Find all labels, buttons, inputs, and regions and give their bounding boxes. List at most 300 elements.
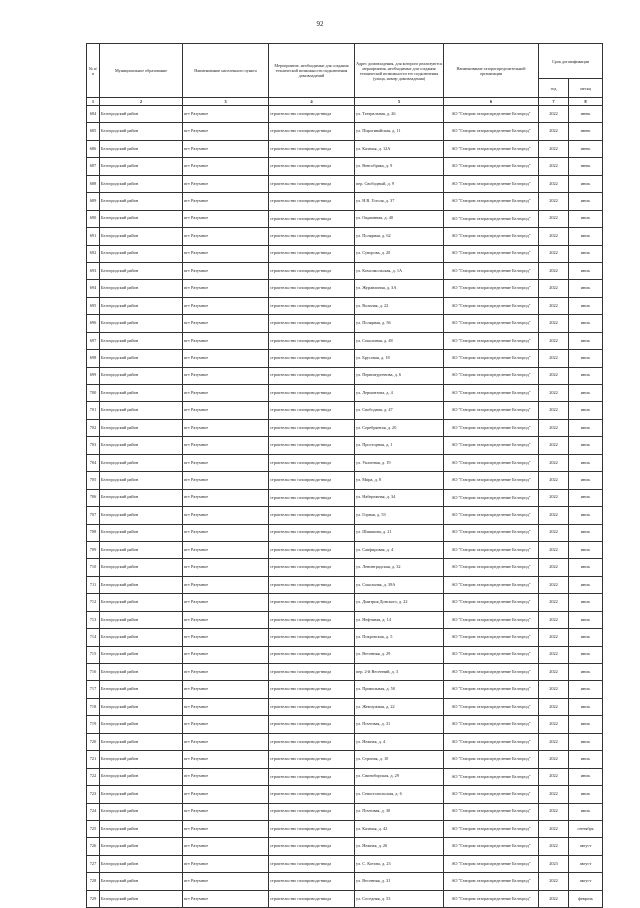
- cell-municipality: Белгородский район: [100, 524, 183, 541]
- cell-municipality: Белгородский район: [100, 507, 183, 524]
- cell-municipality: Белгородский район: [100, 419, 183, 436]
- cell-organization: АО "Газпром газораспределение Белгород": [444, 106, 539, 123]
- cell-settlement: пгт Разумное: [183, 733, 269, 750]
- cell-measure: строительство газопровода-ввода: [269, 803, 355, 820]
- cell-organization: АО "Газпром газораспределение Белгород": [444, 716, 539, 733]
- cell-address: ул. Привольная, д. 50: [355, 681, 444, 698]
- cell-measure: строительство газопровода-ввода: [269, 629, 355, 646]
- cell-number: 714: [87, 629, 100, 646]
- cell-settlement: пгт Разумное: [183, 629, 269, 646]
- cell-municipality: Белгородский район: [100, 890, 183, 907]
- cell-measure: строительство газопровода-ввода: [269, 228, 355, 245]
- table-row: [87, 524, 603, 541]
- cell-organization: АО "Газпром газораспределение Белгород": [444, 786, 539, 803]
- cell-month: июль: [569, 489, 603, 506]
- table-row: [87, 541, 603, 558]
- cell-settlement: пгт Разумное: [183, 106, 269, 123]
- cell-settlement: пгт Разумное: [183, 385, 269, 402]
- cell-settlement: пгт Разумное: [183, 838, 269, 855]
- cell-month: июль: [569, 541, 603, 558]
- cell-address: ул. Серебрянтая, д. 20: [355, 419, 444, 436]
- cell-number: 690: [87, 210, 100, 227]
- cell-municipality: Белгородский район: [100, 664, 183, 681]
- cell-year: 2022: [539, 820, 569, 837]
- cell-month: июль: [569, 350, 603, 367]
- cell-address: ул. Окраинная, д. 40: [355, 210, 444, 227]
- cell-settlement: пгт Разумное: [183, 524, 269, 541]
- cell-municipality: Белгородский район: [100, 611, 183, 628]
- cell-month: июль: [569, 454, 603, 471]
- cell-measure: строительство газопровода-ввода: [269, 507, 355, 524]
- cell-month: июль: [569, 402, 603, 419]
- cell-organization: АО "Газпром газораспределение Белгород": [444, 140, 539, 157]
- cell-organization: АО "Газпром газораспределение Белгород": [444, 524, 539, 541]
- cell-settlement: пгт Разумное: [183, 716, 269, 733]
- page-number: 92: [316, 20, 324, 28]
- table-row: [87, 489, 603, 506]
- cell-address: ул. Соседняя, д. 53: [355, 890, 444, 907]
- cell-address: ул. Лермонтова, д. 4: [355, 385, 444, 402]
- cell-organization: АО "Газпром газораспределение Белгород": [444, 193, 539, 210]
- table-row: [87, 646, 603, 663]
- cell-address: ул. Соколиная, д. 48: [355, 332, 444, 349]
- cell-organization: АО "Газпром газораспределение Белгород": [444, 873, 539, 890]
- cell-year: 2022: [539, 245, 569, 262]
- cell-month: июль: [569, 733, 603, 750]
- cell-organization: АО "Газпром газораспределение Белгород": [444, 350, 539, 367]
- cell-settlement: пгт Разумное: [183, 576, 269, 593]
- cell-year: 2022: [539, 123, 569, 140]
- cell-settlement: пгт Разумное: [183, 297, 269, 314]
- cell-year: 2022: [539, 175, 569, 192]
- cell-municipality: Белгородский район: [100, 698, 183, 715]
- table-row: [87, 402, 603, 419]
- cell-year: 2022: [539, 733, 569, 750]
- cell-month: июль: [569, 262, 603, 279]
- cell-measure: строительство газопровода-ввода: [269, 262, 355, 279]
- cell-address: ул. Строная, д. 10: [355, 751, 444, 768]
- cell-organization: АО "Газпром газораспределение Белгород": [444, 454, 539, 471]
- cell-year: 2022: [539, 332, 569, 349]
- cell-address: ул. Журавлиная, д. 3А: [355, 280, 444, 297]
- cell-measure: строительство газопровода-ввода: [269, 733, 355, 750]
- table-row: [87, 611, 603, 628]
- cell-address: ул. Уклонная, д. 19: [355, 454, 444, 471]
- cell-address: ул. Сапфировая, д. 4: [355, 541, 444, 558]
- cell-month: август: [569, 855, 603, 872]
- table-row: [87, 437, 603, 454]
- cell-organization: АО "Газпром газораспределение Белгород": [444, 158, 539, 175]
- cell-year: 2022: [539, 106, 569, 123]
- cell-settlement: пгт Разумное: [183, 472, 269, 489]
- header-settlement: Наименование населенного пункта: [183, 44, 269, 98]
- header-deadline: Срок догазификации: [539, 44, 603, 79]
- cell-municipality: Белгородский район: [100, 297, 183, 314]
- cell-organization: АО "Газпром газораспределение Белгород": [444, 297, 539, 314]
- cell-month: июль: [569, 768, 603, 785]
- cell-year: 2022: [539, 629, 569, 646]
- cell-address: ул. Сокольная, д. 39А: [355, 576, 444, 593]
- cell-month: июль: [569, 698, 603, 715]
- cell-municipality: Белгородский район: [100, 646, 183, 663]
- header-municipality: Муниципальное образование: [100, 44, 183, 98]
- cell-address: ул. Покровская, д. 5: [355, 629, 444, 646]
- cell-organization: АО "Газпром газораспределение Белгород": [444, 419, 539, 436]
- cell-organization: АО "Газпром газораспределение Белгород": [444, 489, 539, 506]
- header-year: год: [539, 79, 569, 98]
- cell-number: 726: [87, 838, 100, 855]
- table-row: [87, 367, 603, 384]
- cell-address: ул. Свиноборская, д. 29: [355, 768, 444, 785]
- cell-organization: АО "Газпром газораспределение Белгород": [444, 820, 539, 837]
- cell-year: 2022: [539, 454, 569, 471]
- cell-measure: строительство газопровода-ввода: [269, 576, 355, 593]
- cell-year: 2022: [539, 419, 569, 436]
- cell-measure: строительство газопровода-ввода: [269, 664, 355, 681]
- cell-number: 727: [87, 855, 100, 872]
- table-row: [87, 106, 603, 123]
- cell-month: июль: [569, 419, 603, 436]
- cell-address: ул. Ленинградская, д. 32: [355, 559, 444, 576]
- cell-measure: строительство газопровода-ввода: [269, 786, 355, 803]
- column-number: 6: [444, 98, 539, 106]
- column-number: 7: [539, 98, 569, 106]
- cell-address: ул. Весенняя, д. 31: [355, 873, 444, 890]
- cell-measure: строительство газопровода-ввода: [269, 315, 355, 332]
- cell-municipality: Белгородский район: [100, 733, 183, 750]
- cell-municipality: Белгородский район: [100, 228, 183, 245]
- cell-month: июль: [569, 210, 603, 227]
- cell-measure: строительство газопровода-ввода: [269, 472, 355, 489]
- cell-year: 2022: [539, 541, 569, 558]
- table-row: [87, 681, 603, 698]
- cell-organization: АО "Газпром газораспределение Белгород": [444, 664, 539, 681]
- cell-municipality: Белгородский район: [100, 106, 183, 123]
- table-row: [87, 855, 603, 872]
- cell-municipality: Белгородский район: [100, 681, 183, 698]
- column-number: 8: [569, 98, 603, 106]
- cell-settlement: пгт Разумное: [183, 350, 269, 367]
- table-row: [87, 123, 603, 140]
- table-row: [87, 332, 603, 349]
- cell-municipality: Белгородский район: [100, 140, 183, 157]
- cell-measure: строительство газопровода-ввода: [269, 489, 355, 506]
- cell-year: 2022: [539, 838, 569, 855]
- column-number-row: [87, 98, 603, 106]
- cell-settlement: пгт Разумное: [183, 315, 269, 332]
- cell-measure: строительство газопровода-ввода: [269, 332, 355, 349]
- table-row: [87, 838, 603, 855]
- cell-number: 706: [87, 489, 100, 506]
- cell-measure: строительство газопровода-ввода: [269, 820, 355, 837]
- cell-number: 712: [87, 594, 100, 611]
- cell-municipality: Белгородский район: [100, 855, 183, 872]
- cell-number: 695: [87, 297, 100, 314]
- cell-measure: строительство газопровода-ввода: [269, 454, 355, 471]
- cell-number: 723: [87, 786, 100, 803]
- cell-settlement: пгт Разумное: [183, 611, 269, 628]
- cell-municipality: Белгородский район: [100, 629, 183, 646]
- cell-municipality: Белгородский район: [100, 437, 183, 454]
- table-row: [87, 890, 603, 907]
- table-row: [87, 472, 603, 489]
- table-row: [87, 594, 603, 611]
- cell-measure: строительство газопровода-ввода: [269, 873, 355, 890]
- cell-address: ул. Первомургенова, д. 6: [355, 367, 444, 384]
- cell-year: 2022: [539, 350, 569, 367]
- cell-settlement: пгт Разумное: [183, 890, 269, 907]
- cell-measure: строительство газопровода-ввода: [269, 193, 355, 210]
- cell-number: 687: [87, 158, 100, 175]
- cell-number: 702: [87, 419, 100, 436]
- cell-organization: АО "Газпром газораспределение Белгород": [444, 437, 539, 454]
- cell-month: июль: [569, 472, 603, 489]
- cell-settlement: пгт Разумное: [183, 541, 269, 558]
- cell-settlement: пгт Разумное: [183, 175, 269, 192]
- cell-organization: АО "Газпром газораспределение Белгород": [444, 507, 539, 524]
- cell-municipality: Белгородский район: [100, 402, 183, 419]
- cell-address: ул. Пирогивайская, д. 11: [355, 123, 444, 140]
- cell-number: 709: [87, 541, 100, 558]
- cell-municipality: Белгородский район: [100, 332, 183, 349]
- table-row: [87, 733, 603, 750]
- cell-year: 2022: [539, 402, 569, 419]
- cell-year: 2022: [539, 576, 569, 593]
- cell-year: 2022: [539, 698, 569, 715]
- column-number: 3: [183, 98, 269, 106]
- cell-organization: АО "Газпром газораспределение Белгород": [444, 768, 539, 785]
- cell-measure: строительство газопровода-ввода: [269, 594, 355, 611]
- cell-month: июль: [569, 507, 603, 524]
- cell-year: 2022: [539, 228, 569, 245]
- cell-year: 2022: [539, 367, 569, 384]
- cell-measure: строительство газопровода-ввода: [269, 106, 355, 123]
- column-number: 5: [355, 98, 444, 106]
- cell-address: ул. Свободная, д. 47: [355, 402, 444, 419]
- cell-number: 694: [87, 280, 100, 297]
- cell-organization: АО "Газпром газораспределение Белгород": [444, 803, 539, 820]
- cell-organization: АО "Газпром газораспределение Белгород": [444, 245, 539, 262]
- cell-number: 719: [87, 716, 100, 733]
- cell-month: июль: [569, 664, 603, 681]
- cell-month: июль: [569, 594, 603, 611]
- cell-settlement: пгт Разумное: [183, 402, 269, 419]
- cell-measure: строительство газопровода-ввода: [269, 437, 355, 454]
- cell-measure: строительство газопровода-ввода: [269, 367, 355, 384]
- header-num: № п/п: [87, 44, 100, 98]
- cell-organization: АО "Газпром газораспределение Белгород": [444, 402, 539, 419]
- table-row: [87, 751, 603, 768]
- cell-number: 686: [87, 140, 100, 157]
- table-row: [87, 576, 603, 593]
- cell-number: 711: [87, 576, 100, 593]
- cell-number: 708: [87, 524, 100, 541]
- cell-address: ул. Нежная, д. 4: [355, 733, 444, 750]
- cell-year: 2022: [539, 559, 569, 576]
- cell-month: июль: [569, 559, 603, 576]
- cell-month: июль: [569, 803, 603, 820]
- cell-number: 684: [87, 106, 100, 123]
- cell-number: 691: [87, 228, 100, 245]
- cell-year: 2022: [539, 873, 569, 890]
- cell-settlement: пгт Разумное: [183, 664, 269, 681]
- cell-settlement: пгт Разумное: [183, 123, 269, 140]
- cell-settlement: пгт Разумное: [183, 262, 269, 279]
- cell-measure: строительство газопровода-ввода: [269, 768, 355, 785]
- cell-municipality: Белгородский район: [100, 559, 183, 576]
- cell-year: 2022: [539, 158, 569, 175]
- cell-measure: строительство газопровода-ввода: [269, 158, 355, 175]
- cell-measure: строительство газопровода-ввода: [269, 890, 355, 907]
- cell-number: 701: [87, 402, 100, 419]
- cell-number: 725: [87, 820, 100, 837]
- cell-organization: АО "Газпром газораспределение Белгород": [444, 210, 539, 227]
- cell-organization: АО "Газпром газораспределение Белгород": [444, 332, 539, 349]
- cell-month: июль: [569, 297, 603, 314]
- column-number: 4: [269, 98, 355, 106]
- table-row: [87, 559, 603, 576]
- table-row: [87, 158, 603, 175]
- cell-organization: АО "Газпром газораспределение Белгород": [444, 611, 539, 628]
- cell-organization: АО "Газпром газораспределение Белгород": [444, 751, 539, 768]
- cell-number: 720: [87, 733, 100, 750]
- cell-month: июль: [569, 228, 603, 245]
- cell-measure: строительство газопровода-ввода: [269, 698, 355, 715]
- cell-address: ул. Н.В. Гоголя, д. 37: [355, 193, 444, 210]
- cell-year: 2022: [539, 611, 569, 628]
- table-row: [87, 210, 603, 227]
- table-row: [87, 140, 603, 157]
- cell-organization: АО "Газпром газораспределение Белгород": [444, 855, 539, 872]
- cell-number: 700: [87, 385, 100, 402]
- table-row: [87, 698, 603, 715]
- cell-month: июль: [569, 385, 603, 402]
- cell-measure: строительство газопровода-ввода: [269, 751, 355, 768]
- cell-address: ул. Просторная, д. 1: [355, 437, 444, 454]
- cell-organization: АО "Газпром газораспределение Белгород": [444, 367, 539, 384]
- cell-organization: АО "Газпром газораспределение Белгород": [444, 175, 539, 192]
- cell-measure: строительство газопровода-ввода: [269, 541, 355, 558]
- cell-measure: строительство газопровода-ввода: [269, 210, 355, 227]
- cell-measure: строительство газопровода-ввода: [269, 385, 355, 402]
- table-row: [87, 385, 603, 402]
- table-row: [87, 454, 603, 471]
- cell-organization: АО "Газпром газораспределение Белгород": [444, 541, 539, 558]
- cell-year: 2022: [539, 193, 569, 210]
- cell-settlement: пгт Разумное: [183, 367, 269, 384]
- cell-month: июль: [569, 524, 603, 541]
- cell-year: 2022: [539, 646, 569, 663]
- cell-organization: АО "Газпром газораспределение Белгород": [444, 280, 539, 297]
- cell-month: июль: [569, 437, 603, 454]
- table-row: [87, 664, 603, 681]
- cell-municipality: Белгородский район: [100, 350, 183, 367]
- cell-address: ул. Горная, д. 53: [355, 507, 444, 524]
- cell-settlement: пгт Разумное: [183, 698, 269, 715]
- cell-measure: строительство газопровода-ввода: [269, 123, 355, 140]
- cell-month: июнь: [569, 106, 603, 123]
- cell-address: пер. 2-й Весенний, д. 3: [355, 664, 444, 681]
- cell-number: 688: [87, 175, 100, 192]
- cell-municipality: Белгородский район: [100, 803, 183, 820]
- cell-settlement: пгт Разумное: [183, 646, 269, 663]
- cell-municipality: Белгородский район: [100, 873, 183, 890]
- cell-organization: АО "Газпром газораспределение Белгород": [444, 262, 539, 279]
- cell-organization: АО "Газпром газораспределение Белгород": [444, 890, 539, 907]
- table-row: [87, 350, 603, 367]
- table-row: [87, 768, 603, 785]
- cell-municipality: Белгородский район: [100, 315, 183, 332]
- cell-address: ул. Брусовая, д. 18: [355, 350, 444, 367]
- header-org: Наименование газораспределительной организации: [444, 44, 539, 98]
- cell-organization: АО "Газпром газораспределение Белгород": [444, 698, 539, 715]
- cell-organization: АО "Газпром газораспределение Белгород": [444, 228, 539, 245]
- table-row: [87, 820, 603, 837]
- cell-month: июль: [569, 175, 603, 192]
- cell-measure: строительство газопровода-ввода: [269, 524, 355, 541]
- cell-measure: строительство газопровода-ввода: [269, 559, 355, 576]
- cell-municipality: Белгородский район: [100, 454, 183, 471]
- column-number: 1: [87, 98, 100, 106]
- cell-number: 704: [87, 454, 100, 471]
- table-row: [87, 507, 603, 524]
- cell-month: июль: [569, 576, 603, 593]
- cell-address: ул. Мира, д. 8: [355, 472, 444, 489]
- cell-measure: строительство газопровода-ввода: [269, 855, 355, 872]
- cell-settlement: пгт Разумное: [183, 193, 269, 210]
- header-month: месяц: [569, 79, 603, 98]
- cell-municipality: Белгородский район: [100, 245, 183, 262]
- table-row: [87, 175, 603, 192]
- cell-measure: строительство газопровода-ввода: [269, 838, 355, 855]
- cell-month: июль: [569, 716, 603, 733]
- cell-month: июль: [569, 280, 603, 297]
- cell-measure: строительство газопровода-ввода: [269, 297, 355, 314]
- cell-address: ул. Шишкина, д. 21: [355, 524, 444, 541]
- cell-measure: строительство газопровода-ввода: [269, 646, 355, 663]
- header-measure: Мероприятие, необходимые для создания технической возможности подключения домовладений: [269, 44, 355, 98]
- cell-year: 2022: [539, 751, 569, 768]
- cell-number: 721: [87, 751, 100, 768]
- cell-number: 699: [87, 367, 100, 384]
- cell-month: июль: [569, 786, 603, 803]
- cell-measure: строительство газопровода-ввода: [269, 402, 355, 419]
- table-row: [87, 193, 603, 210]
- cell-municipality: Белгородский район: [100, 838, 183, 855]
- cell-year: 2022: [539, 280, 569, 297]
- cell-number: 718: [87, 698, 100, 715]
- cell-month: июль: [569, 245, 603, 262]
- table-header: [87, 44, 603, 106]
- cell-year: 2022: [539, 140, 569, 157]
- header-address: Адрес домовладения, для которого реализуются мероприятия, необходимые для создания технической возможности его подключения (улица, номер домовладения): [355, 44, 444, 98]
- cell-year: 2022: [539, 716, 569, 733]
- cell-municipality: Белгородский район: [100, 193, 183, 210]
- cell-address: ул. Казачья, д. 42: [355, 820, 444, 837]
- cell-address: ул. Вольная, д. 22: [355, 297, 444, 314]
- cell-settlement: пгт Разумное: [183, 245, 269, 262]
- cell-address: ул. Весенняя, д. 29: [355, 646, 444, 663]
- cell-month: июль: [569, 629, 603, 646]
- cell-municipality: Белгородский район: [100, 367, 183, 384]
- cell-address: ул. С. Котова, д. 23: [355, 855, 444, 872]
- table-row: [87, 786, 603, 803]
- table-row: [87, 228, 603, 245]
- cell-month: июль: [569, 315, 603, 332]
- cell-settlement: пгт Разумное: [183, 437, 269, 454]
- cell-number: 729: [87, 890, 100, 907]
- cell-year: 2022: [539, 594, 569, 611]
